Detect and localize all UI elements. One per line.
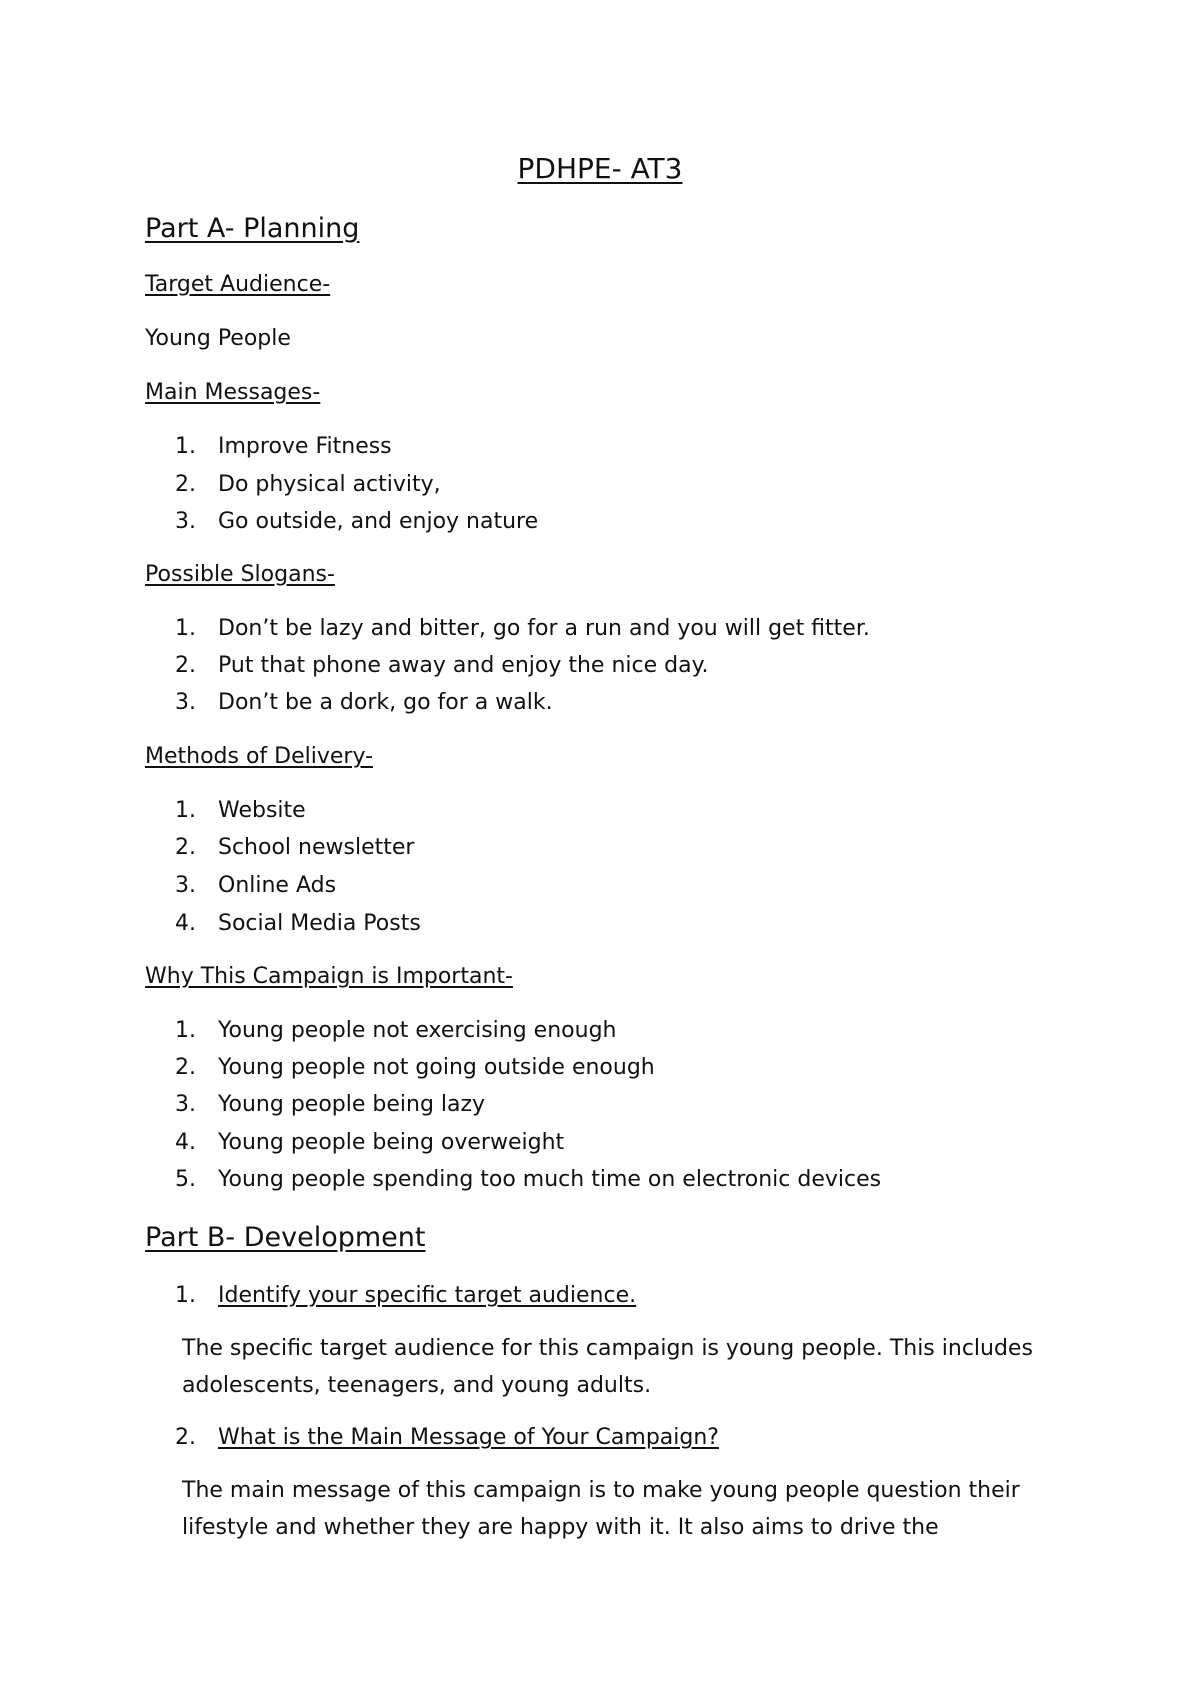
list-item: 4. Social Media Posts <box>175 911 421 936</box>
list-item: 1. Website <box>175 798 306 823</box>
answer-2: The main message of this campaign is to make young people question their lifestyle and whether they are happy with it. It also aims to drive the <box>182 1478 1020 1540</box>
why-important-label: Why This Campaign is Important- <box>145 964 513 989</box>
list-item: 2. Young people not going outside enough <box>175 1055 655 1080</box>
list-item: 3. Don’t be a dork, go for a walk. <box>175 690 553 715</box>
part-a-heading: Part A- Planning <box>145 213 360 244</box>
target-audience-label: Target Audience- <box>145 272 331 297</box>
methods-of-delivery-label: Methods of Delivery- <box>145 744 374 769</box>
question-1: 1. Identify your specific target audience. <box>175 1283 637 1308</box>
question-2: 2. What is the Main Message of Your Campaign? <box>175 1425 719 1450</box>
possible-slogans-label: Possible Slogans- <box>145 562 335 587</box>
list-item: 3. Young people being lazy <box>175 1092 486 1117</box>
main-messages-label: Main Messages- <box>145 380 321 405</box>
list-item: 4. Young people being overweight <box>175 1130 565 1155</box>
target-audience-value: Young People <box>145 326 291 351</box>
part-b-heading: Part B- Development <box>145 1222 426 1253</box>
list-item: 3. Online Ads <box>175 873 337 898</box>
document-title: PDHPE- AT3 <box>517 152 683 185</box>
answer-1: The specific target audience for this campaign is young people. This includes adolescents, teenagers, and young adults. <box>182 1336 1033 1398</box>
list-item: 3. Go outside, and enjoy nature <box>175 509 539 534</box>
list-item: 2. Do physical activity, <box>175 472 441 497</box>
list-item: 2. School newsletter <box>175 835 415 860</box>
list-item: 5. Young people spending too much time on electronic devices <box>175 1167 882 1192</box>
list-item: 1. Improve Fitness <box>175 434 392 459</box>
list-item: 2. Put that phone away and enjoy the nice day. <box>175 653 709 678</box>
list-item: 1. Young people not exercising enough <box>175 1018 617 1043</box>
list-item: 1. Don’t be lazy and bitter, go for a run and you will get fitter. <box>175 616 870 641</box>
